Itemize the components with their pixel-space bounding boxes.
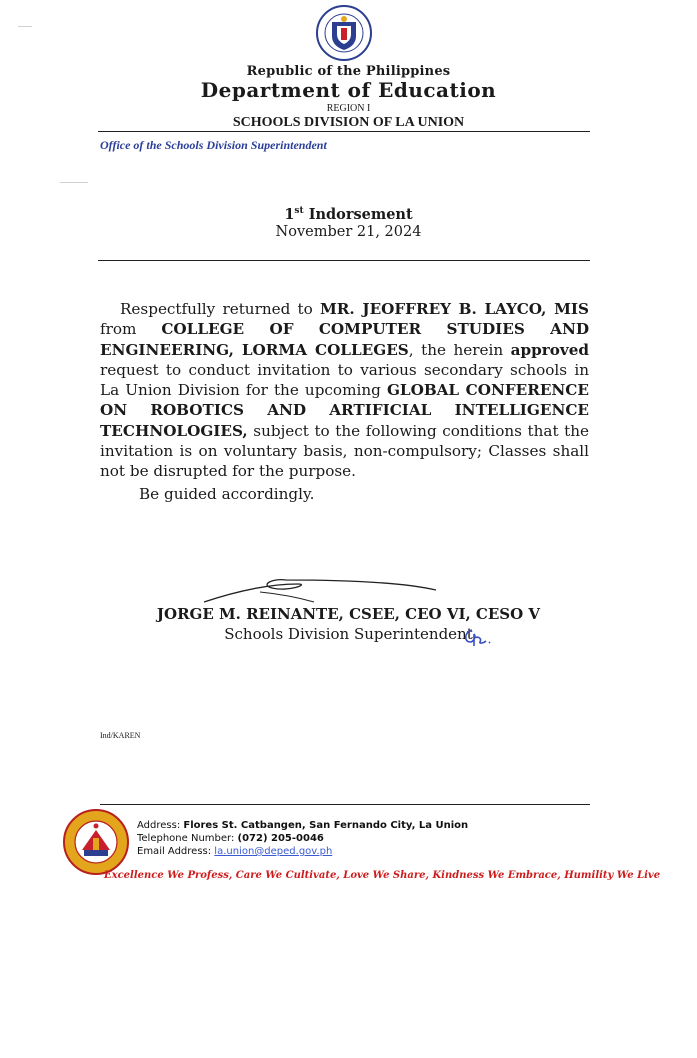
email-link[interactable]: la.union@deped.gov.ph (214, 846, 333, 857)
address-value: Flores St. Catbangen, San Fernando City, La Union (183, 820, 469, 831)
indorsement-title (0, 206, 697, 223)
region-label: REGION I (326, 103, 371, 114)
signatory-title: Schools Division Superintendent (224, 625, 473, 643)
signatory-name: JORGE M. REINANTE, CSEE, CEO VI, CESO V (156, 605, 541, 623)
footer-email (137, 846, 332, 857)
division-heading: SCHOOLS DIVISION OF LA UNION (232, 115, 465, 130)
closing-line: Be guided accordingly. (139, 485, 315, 503)
body-text: request to conduct invitation to various secondary schools in La Union Division for the upcoming (100, 360, 589, 400)
republic-heading: Republic of the Philippines (246, 64, 451, 79)
indorsement-ordinal-suffix: st (294, 206, 304, 217)
address-label: Address: (137, 820, 184, 831)
sdo-la-union-seal-logo (62, 808, 130, 876)
footer-motto: Excellence We Profess, Care We Cultivate, Love We Share, Kindness We Embrace, Humility We Live (104, 870, 661, 881)
body-text: subject to the following conditions that the invitation is on voluntary basis, non-compulsory; Classes shall not be disrupted for the purpose. (100, 421, 589, 481)
body-text: Respectfully returned to (120, 300, 320, 318)
approval-status: approved (510, 340, 589, 359)
telephone-value: (072) 205-0046 (237, 833, 324, 844)
office-label: Office of the Schools Division Superintendent (100, 138, 327, 152)
institution-name: COLLEGE OF COMPUTER STUDIES AND ENGINEERING, LORMA COLLEGES (100, 320, 589, 359)
scan-smudge (18, 26, 32, 27)
indorsement-ordinal: 1 (284, 206, 295, 223)
title-divider (98, 260, 590, 261)
footer-address (137, 820, 468, 831)
body-paragraph (100, 299, 589, 482)
email-label: Email Address: (137, 846, 215, 857)
footer-telephone (137, 833, 324, 844)
header-divider (98, 131, 590, 132)
telephone-label: Telephone Number: (137, 833, 238, 844)
scan-smudge (60, 182, 88, 183)
department-heading: Department of Education (200, 78, 497, 102)
event-name: GLOBAL CONFERENCE ON ROBOTICS AND ARTIFICIAL INTELLIGENCE TECHNOLOGIES, (100, 381, 589, 440)
deped-seal-logo (312, 4, 376, 62)
body-text: from (100, 320, 162, 339)
body-text: , the herein (408, 340, 511, 359)
footer-divider (100, 804, 590, 805)
indorsement-title-text: Indorsement (303, 206, 413, 223)
initial-mark-icon (462, 626, 494, 648)
indorsement-date: November 21, 2024 (275, 224, 422, 240)
reference-initials: Ind/KAREN (100, 731, 141, 740)
recipient-name: MR. JEOFFREY B. LAYCO, MIS (320, 300, 589, 318)
